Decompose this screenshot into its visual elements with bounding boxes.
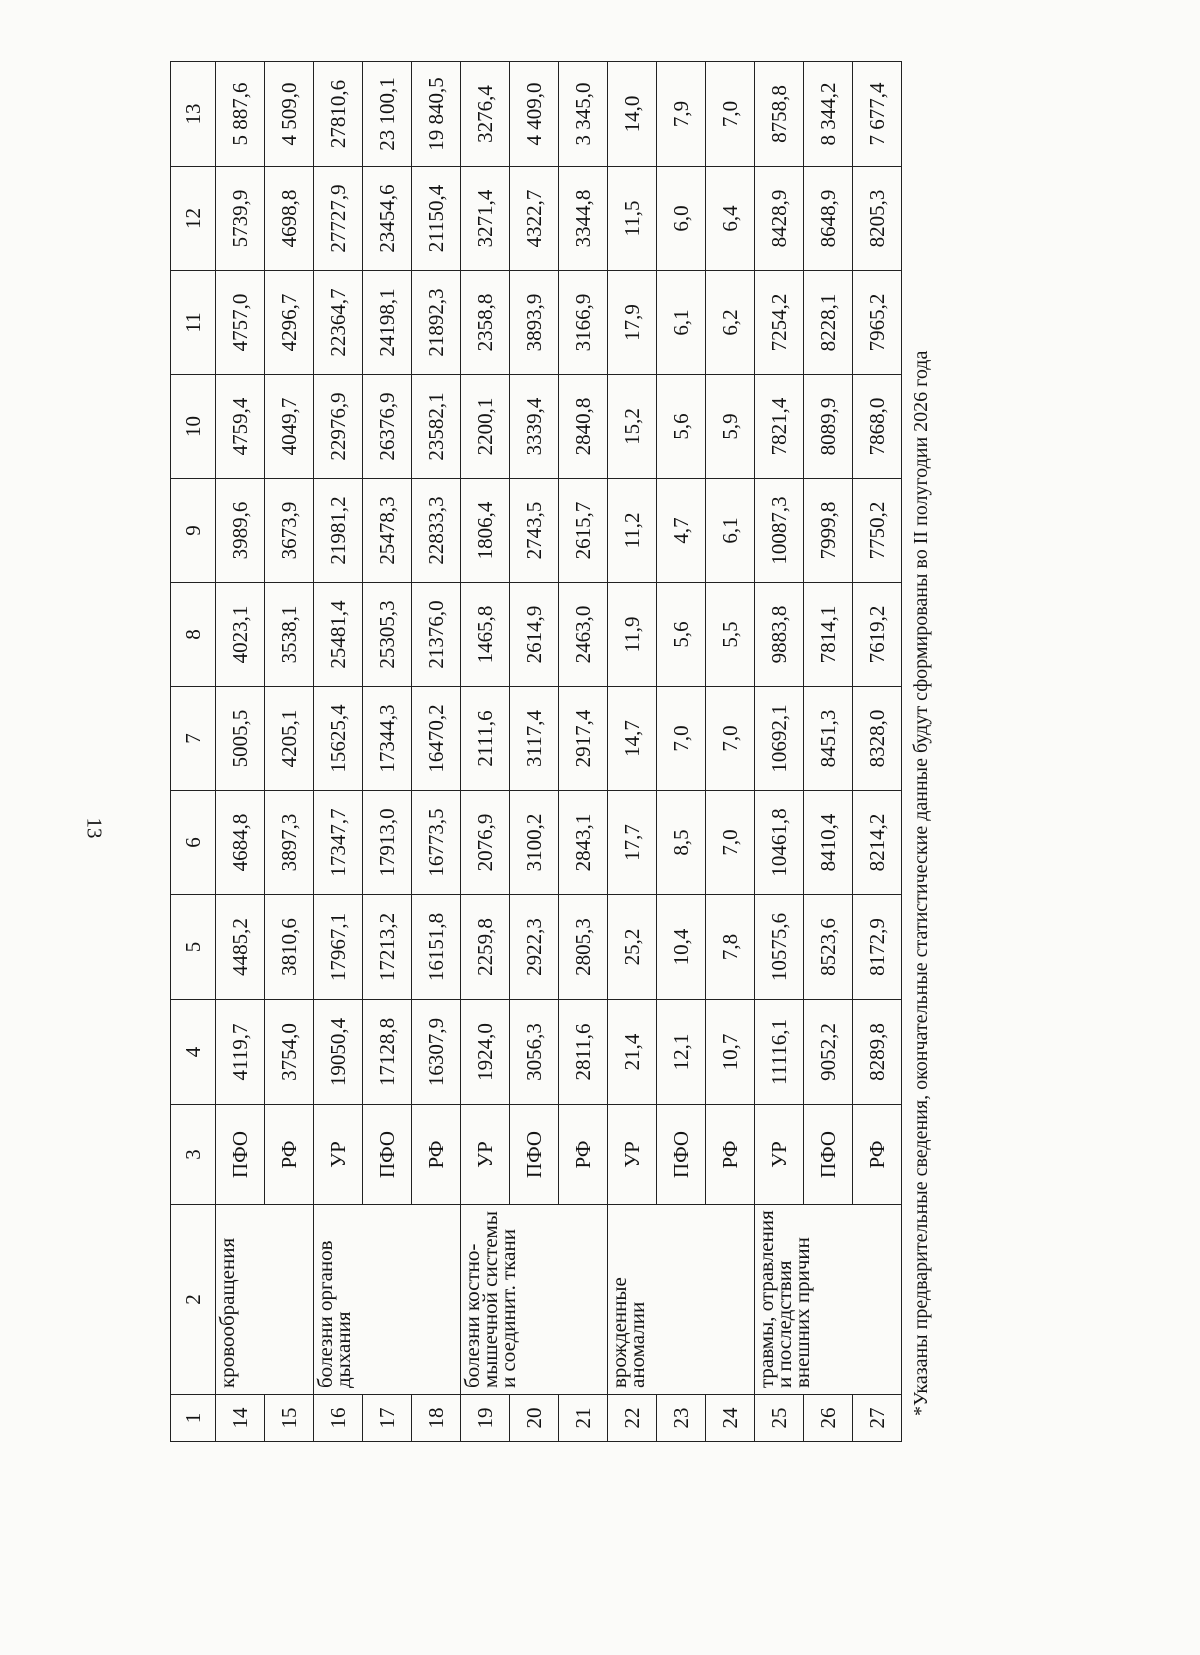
- table-header-row: [171, 62, 216, 1442]
- row-number: 20: [510, 1395, 559, 1442]
- value-cell: 11,9: [608, 583, 657, 687]
- column-header: 12: [171, 167, 216, 271]
- value-cell: 10,7: [706, 1000, 755, 1105]
- value-cell: 16307,9: [412, 1000, 461, 1105]
- value-cell: 8648,9: [804, 167, 853, 271]
- value-cell: 7750,2: [853, 479, 902, 583]
- value-cell: 9052,2: [804, 1000, 853, 1105]
- value-cell: 10461,8: [755, 791, 804, 895]
- value-cell: 5,5: [706, 583, 755, 687]
- value-cell: 8410,4: [804, 791, 853, 895]
- value-cell: 3339,4: [510, 375, 559, 479]
- value-cell: 17,7: [608, 791, 657, 895]
- row-number: 16: [314, 1395, 363, 1442]
- table-row: [314, 62, 363, 1442]
- value-cell: 3673,9: [265, 479, 314, 583]
- value-cell: 2811,6: [559, 1000, 608, 1105]
- row-number: 25: [755, 1395, 804, 1442]
- value-cell: 10087,3: [755, 479, 804, 583]
- value-cell: 1924,0: [461, 1000, 510, 1105]
- region-cell: РФ: [853, 1105, 902, 1205]
- value-cell: 7821,4: [755, 375, 804, 479]
- column-header: 4: [171, 1000, 216, 1105]
- value-cell: 14,7: [608, 687, 657, 791]
- value-cell: 23 100,1: [363, 62, 412, 167]
- value-cell: 8328,0: [853, 687, 902, 791]
- value-cell: 4698,8: [265, 167, 314, 271]
- value-cell: 3166,9: [559, 271, 608, 375]
- row-number: 27: [853, 1395, 902, 1442]
- row-number: 19: [461, 1395, 510, 1442]
- value-cell: 5,6: [657, 583, 706, 687]
- value-cell: 3117,4: [510, 687, 559, 791]
- value-cell: 4757,0: [216, 271, 265, 375]
- value-cell: 4759,4: [216, 375, 265, 479]
- value-cell: 7,0: [706, 62, 755, 167]
- value-cell: 3271,4: [461, 167, 510, 271]
- value-cell: 3989,6: [216, 479, 265, 583]
- statistics-table: [170, 61, 902, 1442]
- value-cell: 8 344,2: [804, 62, 853, 167]
- value-cell: 5,9: [706, 375, 755, 479]
- value-cell: 4205,1: [265, 687, 314, 791]
- value-cell: 8428,9: [755, 167, 804, 271]
- value-cell: 24198,1: [363, 271, 412, 375]
- value-cell: 9883,8: [755, 583, 804, 687]
- row-number: 15: [265, 1395, 314, 1442]
- value-cell: 15,2: [608, 375, 657, 479]
- value-cell: 7,0: [706, 687, 755, 791]
- region-cell: РФ: [706, 1105, 755, 1205]
- value-cell: 6,1: [706, 479, 755, 583]
- value-cell: 27727,9: [314, 167, 363, 271]
- value-cell: 19050,4: [314, 1000, 363, 1105]
- value-cell: 3810,6: [265, 895, 314, 1000]
- value-cell: 3893,9: [510, 271, 559, 375]
- value-cell: 2259,8: [461, 895, 510, 1000]
- value-cell: 2614,9: [510, 583, 559, 687]
- value-cell: 7,0: [657, 687, 706, 791]
- value-cell: 8172,9: [853, 895, 902, 1000]
- value-cell: 2840,8: [559, 375, 608, 479]
- value-cell: 7619,2: [853, 583, 902, 687]
- value-cell: 16151,8: [412, 895, 461, 1000]
- value-cell: 2615,7: [559, 479, 608, 583]
- value-cell: 7,9: [657, 62, 706, 167]
- column-header: 8: [171, 583, 216, 687]
- value-cell: 22364,7: [314, 271, 363, 375]
- region-cell: ПФО: [363, 1105, 412, 1205]
- value-cell: 8228,1: [804, 271, 853, 375]
- value-cell: 3897,3: [265, 791, 314, 895]
- value-cell: 27810,6: [314, 62, 363, 167]
- row-number: 14: [216, 1395, 265, 1442]
- value-cell: 25,2: [608, 895, 657, 1000]
- value-cell: 7814,1: [804, 583, 853, 687]
- region-cell: ПФО: [510, 1105, 559, 1205]
- region-cell: ПФО: [804, 1105, 853, 1205]
- value-cell: 17344,3: [363, 687, 412, 791]
- value-cell: 3538,1: [265, 583, 314, 687]
- value-cell: 2076,9: [461, 791, 510, 895]
- value-cell: 3344,8: [559, 167, 608, 271]
- value-cell: 17213,2: [363, 895, 412, 1000]
- region-cell: ПФО: [657, 1105, 706, 1205]
- value-cell: 12,1: [657, 1000, 706, 1105]
- value-cell: 7 677,4: [853, 62, 902, 167]
- value-cell: 2922,3: [510, 895, 559, 1000]
- region-cell: РФ: [412, 1105, 461, 1205]
- value-cell: 2917,4: [559, 687, 608, 791]
- value-cell: 17,9: [608, 271, 657, 375]
- value-cell: 14,0: [608, 62, 657, 167]
- value-cell: 1806,4: [461, 479, 510, 583]
- value-cell: 8089,9: [804, 375, 853, 479]
- table-row: [608, 62, 657, 1442]
- value-cell: 8214,2: [853, 791, 902, 895]
- region-cell: РФ: [265, 1105, 314, 1205]
- value-cell: 22833,3: [412, 479, 461, 583]
- region-cell: УР: [755, 1105, 804, 1205]
- value-cell: 21376,0: [412, 583, 461, 687]
- value-cell: 3100,2: [510, 791, 559, 895]
- value-cell: 25481,4: [314, 583, 363, 687]
- value-cell: 6,1: [657, 271, 706, 375]
- row-number: 18: [412, 1395, 461, 1442]
- value-cell: 5005,5: [216, 687, 265, 791]
- value-cell: 2463,0: [559, 583, 608, 687]
- value-cell: 10692,1: [755, 687, 804, 791]
- table-row: [461, 62, 510, 1442]
- row-number: 24: [706, 1395, 755, 1442]
- value-cell: 15625,4: [314, 687, 363, 791]
- value-cell: 3056,3: [510, 1000, 559, 1105]
- value-cell: 4 409,0: [510, 62, 559, 167]
- value-cell: 4049,7: [265, 375, 314, 479]
- indicator-label: врожденные аномалии: [608, 1205, 755, 1395]
- value-cell: 21150,4: [412, 167, 461, 271]
- value-cell: 4296,7: [265, 271, 314, 375]
- value-cell: 8,5: [657, 791, 706, 895]
- value-cell: 2805,3: [559, 895, 608, 1000]
- value-cell: 7,0: [706, 791, 755, 895]
- value-cell: 21,4: [608, 1000, 657, 1105]
- table-row: [216, 62, 265, 1442]
- indicator-label: болезни органов дыхания: [314, 1205, 461, 1395]
- value-cell: 11,5: [608, 167, 657, 271]
- value-cell: 5 887,6: [216, 62, 265, 167]
- value-cell: 7999,8: [804, 479, 853, 583]
- value-cell: 26376,9: [363, 375, 412, 479]
- value-cell: 17128,8: [363, 1000, 412, 1105]
- value-cell: 7,8: [706, 895, 755, 1000]
- column-header: 6: [171, 791, 216, 895]
- value-cell: 8205,3: [853, 167, 902, 271]
- value-cell: 6,4: [706, 167, 755, 271]
- value-cell: 7965,2: [853, 271, 902, 375]
- value-cell: 4 509,0: [265, 62, 314, 167]
- page-number: 13: [82, 817, 107, 839]
- value-cell: 3754,0: [265, 1000, 314, 1105]
- value-cell: 4119,7: [216, 1000, 265, 1105]
- value-cell: 8758,8: [755, 62, 804, 167]
- value-cell: 11,2: [608, 479, 657, 583]
- indicator-label: кровообращения: [216, 1205, 314, 1395]
- value-cell: 7868,0: [853, 375, 902, 479]
- value-cell: 6,0: [657, 167, 706, 271]
- table-body: [216, 62, 902, 1442]
- region-cell: УР: [608, 1105, 657, 1205]
- indicator-label: болезни костно-мышечной системы и соединит. ткани: [461, 1205, 608, 1395]
- value-cell: 4485,2: [216, 895, 265, 1000]
- region-cell: УР: [461, 1105, 510, 1205]
- value-cell: 17913,0: [363, 791, 412, 895]
- row-number: 23: [657, 1395, 706, 1442]
- value-cell: 2843,1: [559, 791, 608, 895]
- table-row: [755, 62, 804, 1442]
- value-cell: 16470,2: [412, 687, 461, 791]
- value-cell: 11116,1: [755, 1000, 804, 1105]
- row-number: 22: [608, 1395, 657, 1442]
- column-header: 7: [171, 687, 216, 791]
- value-cell: 4322,7: [510, 167, 559, 271]
- value-cell: 2743,5: [510, 479, 559, 583]
- value-cell: 17967,1: [314, 895, 363, 1000]
- value-cell: 5739,9: [216, 167, 265, 271]
- column-header: 2: [171, 1205, 216, 1395]
- column-header: 1: [171, 1395, 216, 1442]
- value-cell: 22976,9: [314, 375, 363, 479]
- value-cell: 4023,1: [216, 583, 265, 687]
- region-cell: ПФО: [216, 1105, 265, 1205]
- value-cell: 23454,6: [363, 167, 412, 271]
- column-header: 9: [171, 479, 216, 583]
- row-number: 17: [363, 1395, 412, 1442]
- value-cell: 21981,2: [314, 479, 363, 583]
- column-header: 5: [171, 895, 216, 1000]
- value-cell: 2358,8: [461, 271, 510, 375]
- value-cell: 23582,1: [412, 375, 461, 479]
- value-cell: 3276,4: [461, 62, 510, 167]
- value-cell: 16773,5: [412, 791, 461, 895]
- column-header: 13: [171, 62, 216, 167]
- value-cell: 4684,8: [216, 791, 265, 895]
- row-number: 21: [559, 1395, 608, 1442]
- value-cell: 2111,6: [461, 687, 510, 791]
- region-cell: УР: [314, 1105, 363, 1205]
- value-cell: 8451,3: [804, 687, 853, 791]
- value-cell: 6,2: [706, 271, 755, 375]
- column-header: 3: [171, 1105, 216, 1205]
- value-cell: 5,6: [657, 375, 706, 479]
- indicator-label: травмы, отравления и последствия внешних причин: [755, 1205, 902, 1395]
- value-cell: 3 345,0: [559, 62, 608, 167]
- column-header: 11: [171, 271, 216, 375]
- value-cell: 2200,1: [461, 375, 510, 479]
- value-cell: 25478,3: [363, 479, 412, 583]
- column-header: 10: [171, 375, 216, 479]
- row-number: 26: [804, 1395, 853, 1442]
- value-cell: 1465,8: [461, 583, 510, 687]
- value-cell: 19 840,5: [412, 62, 461, 167]
- value-cell: 21892,3: [412, 271, 461, 375]
- footnote: *Указаны предварительные сведения, окончательные статистические данные будут сформированы во II полугодии 2026 года: [910, 350, 932, 1416]
- region-cell: РФ: [559, 1105, 608, 1205]
- value-cell: 17347,7: [314, 791, 363, 895]
- rotated-table-block: [170, 62, 932, 1442]
- value-cell: 25305,3: [363, 583, 412, 687]
- value-cell: 4,7: [657, 479, 706, 583]
- value-cell: 8289,8: [853, 1000, 902, 1105]
- value-cell: 10575,6: [755, 895, 804, 1000]
- value-cell: 7254,2: [755, 271, 804, 375]
- value-cell: 10,4: [657, 895, 706, 1000]
- value-cell: 8523,6: [804, 895, 853, 1000]
